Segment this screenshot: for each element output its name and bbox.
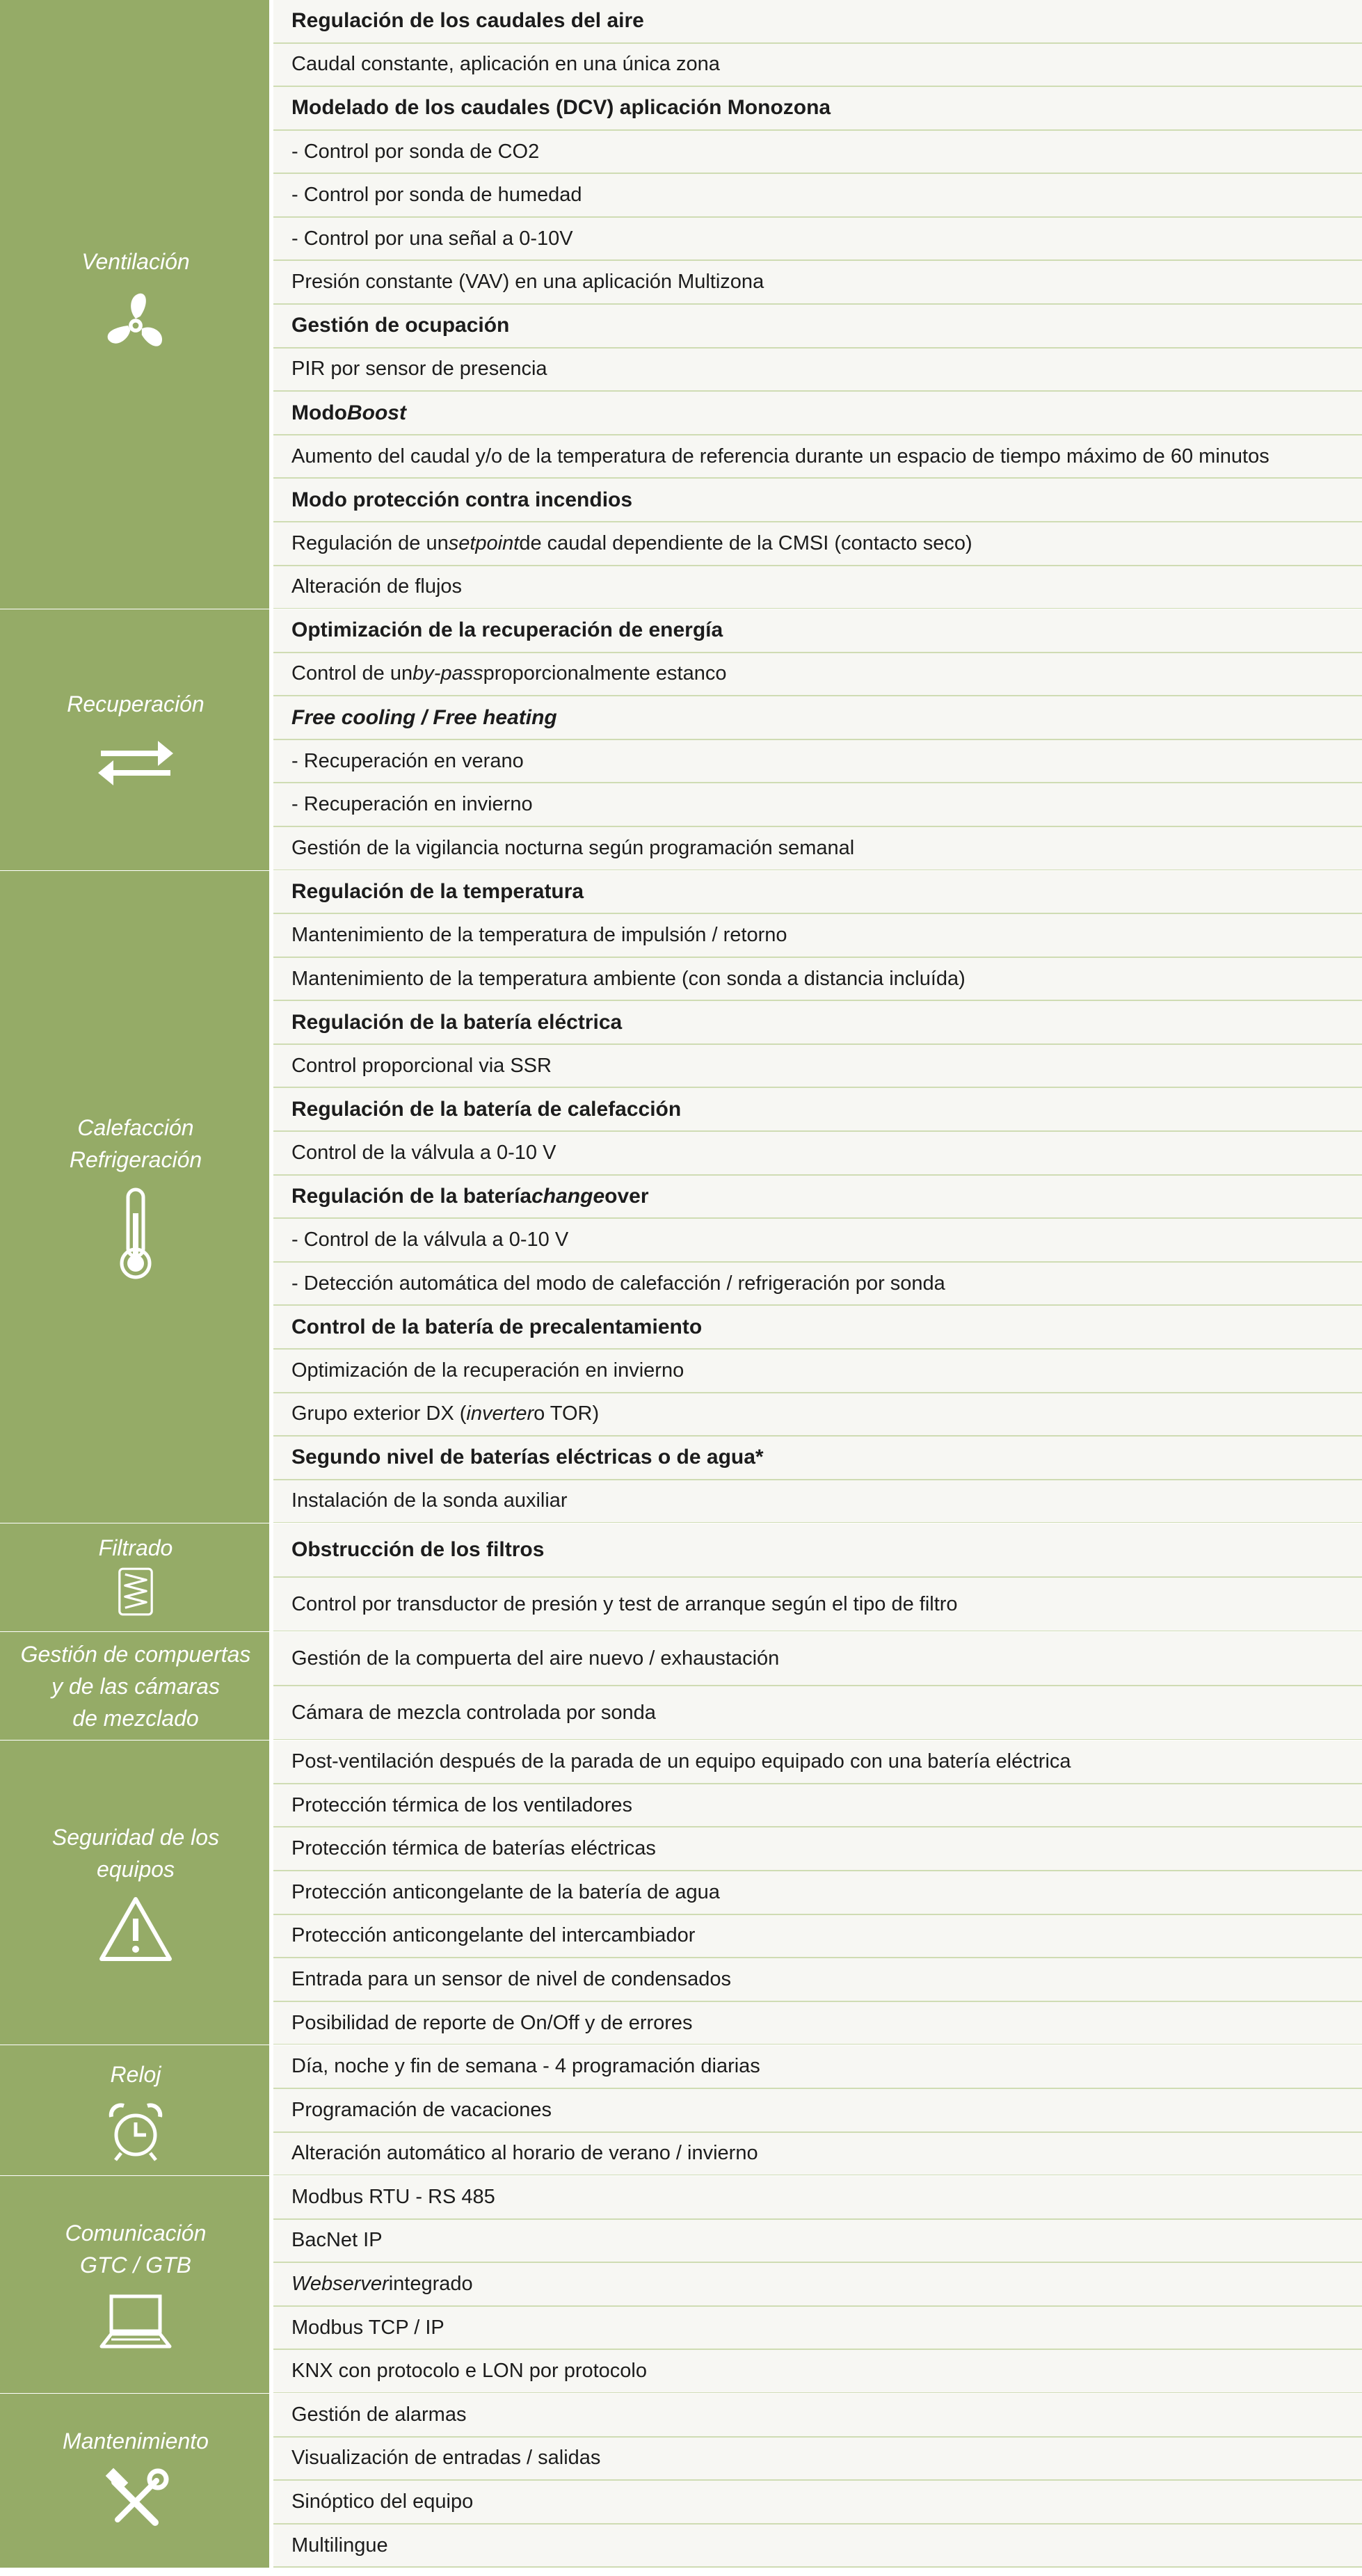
category-label: Comunicación GTC / GTB xyxy=(65,2220,207,2278)
feature-text: - Control por sonda de CO2 xyxy=(291,140,540,163)
feature-row xyxy=(273,871,1362,915)
feature-text: - Control por sonda de humedad xyxy=(291,184,582,207)
feature-text: over xyxy=(604,1184,649,1208)
feature-text: Presión constante (VAV) en una aplicación Multizona xyxy=(291,271,764,294)
feature-text: - Detección automática del modo de calefacción / refrigeración por sonda xyxy=(291,1272,945,1295)
feature-row xyxy=(273,174,1362,218)
feature-row xyxy=(273,44,1362,88)
category-label: Calefacción Refrigeración xyxy=(69,1114,202,1172)
feature-row xyxy=(273,2176,1362,2220)
section xyxy=(0,871,1362,1524)
feature-text: Control de la válvula a 0-10 V xyxy=(291,1141,556,1164)
feature-text: Segundo nivel de baterías eléctricas o de agua* xyxy=(291,1446,764,1469)
feature-text: Caudal constante, aplicación en una única zona xyxy=(291,53,720,76)
feature-text: Free cooling / Free heating xyxy=(291,705,557,729)
feature-row xyxy=(273,1350,1362,1393)
feature-text: integrado xyxy=(388,2273,473,2296)
feature-row xyxy=(273,2220,1362,2264)
feature-text: o TOR) xyxy=(534,1402,600,1425)
feature-row xyxy=(273,740,1362,784)
laptop-icon xyxy=(0,2291,271,2357)
feature-text: Modelado de los caudales (DCV) aplicación Monozona xyxy=(291,96,831,120)
section xyxy=(0,1523,1362,1632)
feature-row xyxy=(273,349,1362,392)
thermometer-icon xyxy=(0,1185,271,1286)
feature-row xyxy=(273,522,1362,566)
feature-row xyxy=(273,1523,1362,1578)
feature-row xyxy=(273,218,1362,262)
feature-row xyxy=(273,1437,1362,1480)
feature-text: proporcionalmente estanco xyxy=(483,662,727,685)
feature-row xyxy=(273,1686,1362,1741)
feature-text: - Recuperación en verano xyxy=(291,749,524,772)
feature-text: Regulación de la batería xyxy=(291,1184,532,1208)
feature-text: Regulación de la temperatura xyxy=(291,879,584,903)
feature-row xyxy=(273,2002,1362,2046)
feature-row xyxy=(273,2394,1362,2438)
feature-row xyxy=(273,1176,1362,1219)
feature-text: Sinóptico del equipo xyxy=(291,2490,474,2513)
feature-row xyxy=(273,1827,1362,1871)
feature-text: PIR por sensor de presencia xyxy=(291,358,547,381)
category-cell xyxy=(0,2394,271,2568)
category-label: Seguridad de los equipos xyxy=(51,1825,220,1882)
category-cell xyxy=(0,609,271,870)
feature-row xyxy=(273,131,1362,175)
feature-text: Protección térmica de baterías eléctricas xyxy=(291,1837,656,1860)
feature-text: Mantenimiento de la temperatura de impulsión / retorno xyxy=(291,923,787,946)
feature-row xyxy=(273,1263,1362,1306)
feature-row xyxy=(273,1480,1362,1524)
feature-text: Regulación de los caudales del aire xyxy=(291,9,644,33)
category-cell xyxy=(0,2176,271,2394)
feature-text: setpoint xyxy=(448,531,520,554)
feature-text: Protección anticongelante de la batería de agua xyxy=(291,1880,720,1903)
feature-text: Regulación de la batería eléctrica xyxy=(291,1010,623,1034)
feature-row xyxy=(273,261,1362,305)
category-cell xyxy=(0,2045,271,2176)
feature-row xyxy=(273,1784,1362,1828)
feature-text: Post-ventilación después de la parada de un equipo equipado con una batería eléctrica xyxy=(291,1750,1071,1773)
feature-text: - Recuperación en invierno xyxy=(291,793,533,816)
feature-row xyxy=(273,305,1362,349)
category-cell xyxy=(0,1632,271,1741)
feature-row xyxy=(273,2089,1362,2133)
feature-text: - Control por una señal a 0-10V xyxy=(291,227,573,250)
section xyxy=(0,2394,1362,2568)
feature-text: Modo protección contra incendios xyxy=(291,488,633,511)
feature-text: Modbus TCP / IP xyxy=(291,2316,444,2339)
category-cell xyxy=(0,0,271,609)
feature-text: - Control de la válvula a 0-10 V xyxy=(291,1229,569,1251)
swap-arrows-icon xyxy=(0,730,271,796)
feature-row xyxy=(273,0,1362,44)
feature-text: Gestión de la compuerta del aire nuevo / exhaustación xyxy=(291,1647,780,1670)
feature-text: Programación de vacaciones xyxy=(291,2098,552,2121)
category-label: Reloj xyxy=(110,2062,161,2088)
feature-row xyxy=(273,609,1362,653)
feature-text: inverter xyxy=(466,1402,534,1425)
feature-row xyxy=(273,2045,1362,2089)
feature-text: Mantenimiento de la temperatura ambiente (con sonda a distancia incluída) xyxy=(291,967,966,990)
section xyxy=(0,2176,1362,2394)
filter-icon xyxy=(0,1567,271,1620)
feature-row xyxy=(273,783,1362,827)
feature-row xyxy=(273,1045,1362,1089)
feature-text: Control proporcional via SSR xyxy=(291,1054,552,1077)
feature-text: by-pass xyxy=(412,662,483,685)
feature-row xyxy=(273,1632,1362,1686)
feature-row xyxy=(273,392,1362,435)
fan-icon xyxy=(0,287,271,367)
feature-text: change xyxy=(531,1184,605,1208)
category-cell xyxy=(0,1523,271,1632)
feature-text: Boost xyxy=(346,401,406,424)
feature-text: Optimización de la recuperación en invierno xyxy=(291,1359,684,1382)
feature-text: Gestión de alarmas xyxy=(291,2403,467,2426)
section xyxy=(0,2045,1362,2176)
feature-text: Grupo exterior DX ( xyxy=(291,1402,467,1425)
category-cell xyxy=(0,871,271,1524)
feature-text: Multilingue xyxy=(291,2534,388,2557)
feature-row xyxy=(273,435,1362,479)
section xyxy=(0,0,1362,609)
feature-text: Alteración de flujos xyxy=(291,575,463,598)
feature-text: Control de un xyxy=(291,662,413,685)
feature-text: Gestión de ocupación xyxy=(291,314,510,337)
feature-text: Regulación de la batería de calefacción xyxy=(291,1097,682,1121)
feature-text: Optimización de la recuperación de energía xyxy=(291,618,723,642)
feature-text: Protección anticongelante del intercambiador xyxy=(291,1924,696,1947)
section xyxy=(0,1741,1362,2045)
alarm-clock-icon xyxy=(0,2100,271,2166)
feature-row xyxy=(273,653,1362,697)
feature-row xyxy=(273,1578,1362,1632)
feature-row xyxy=(273,2525,1362,2568)
feature-row xyxy=(273,2438,1362,2481)
feature-text: Visualización de entradas / salidas xyxy=(291,2447,601,2470)
category-label: Recuperación xyxy=(67,691,205,717)
feature-row xyxy=(273,1393,1362,1437)
feature-row xyxy=(273,1132,1362,1176)
feature-row xyxy=(273,2133,1362,2177)
section xyxy=(0,609,1362,870)
feature-text: Posibilidad de reporte de On/Off y de errores xyxy=(291,2011,693,2034)
feature-text: Modo xyxy=(291,401,347,424)
feature-text: Día, noche y fin de semana - 4 programación diarias xyxy=(291,2055,760,2078)
feature-row xyxy=(273,1958,1362,2002)
feature-row xyxy=(273,2481,1362,2525)
feature-row xyxy=(273,2263,1362,2307)
feature-text: Protección térmica de los ventiladores xyxy=(291,1793,633,1816)
feature-row xyxy=(273,827,1362,871)
feature-text: BacNet IP xyxy=(291,2229,383,2252)
category-label: Mantenimiento xyxy=(63,2429,209,2454)
feature-text: Control de la batería de precalentamiento xyxy=(291,1315,703,1338)
feature-row xyxy=(273,1001,1362,1045)
category-label: Gestión de compuertas y de las cámaras de mezclado xyxy=(20,1642,251,1731)
feature-text: Instalación de la sonda auxiliar xyxy=(291,1489,568,1512)
feature-row xyxy=(273,1915,1362,1959)
feature-row xyxy=(273,87,1362,131)
feature-row xyxy=(273,2307,1362,2351)
feature-text: Gestión de la vigilancia nocturna según programación semanal xyxy=(291,836,855,859)
feature-row xyxy=(273,479,1362,522)
category-cell xyxy=(0,1741,271,2045)
feature-text: de caudal dependiente de la CMSI (contacto seco) xyxy=(519,531,972,554)
feature-text: Obstrucción de los filtros xyxy=(291,1538,545,1562)
feature-text: Cámara de mezcla controlada por sonda xyxy=(291,1701,656,1724)
tools-icon xyxy=(0,2467,271,2540)
feature-text: Regulación de un xyxy=(291,531,449,554)
feature-row xyxy=(273,1871,1362,1915)
feature-row xyxy=(273,914,1362,958)
category-label: Ventilación xyxy=(81,249,190,275)
feature-row xyxy=(273,1306,1362,1350)
feature-row xyxy=(273,1088,1362,1132)
feature-text: Webserver xyxy=(291,2273,389,2296)
warning-icon xyxy=(0,1895,271,1968)
feature-row xyxy=(273,958,1362,1002)
category-label: Filtrado xyxy=(98,1535,173,1561)
feature-row xyxy=(273,1741,1362,1784)
section xyxy=(0,1632,1362,1741)
feature-text: Control por transductor de presión y test de arranque según el tipo de filtro xyxy=(291,1592,958,1615)
feature-text: Alteración automático al horario de verano / invierno xyxy=(291,2142,758,2165)
feature-row xyxy=(273,1219,1362,1263)
feature-text: Modbus RTU - RS 485 xyxy=(291,2185,495,2208)
feature-text: Aumento del caudal y/o de la temperatura de referencia durante un espacio de tiempo máximo de 60 minutos xyxy=(291,445,1269,467)
feature-text: KNX con protocolo e LON por protocolo xyxy=(291,2360,647,2383)
feature-text: Entrada para un sensor de nivel de condensados xyxy=(291,1967,731,1990)
feature-row xyxy=(273,2350,1362,2394)
feature-row xyxy=(273,696,1362,740)
feature-row xyxy=(273,566,1362,610)
